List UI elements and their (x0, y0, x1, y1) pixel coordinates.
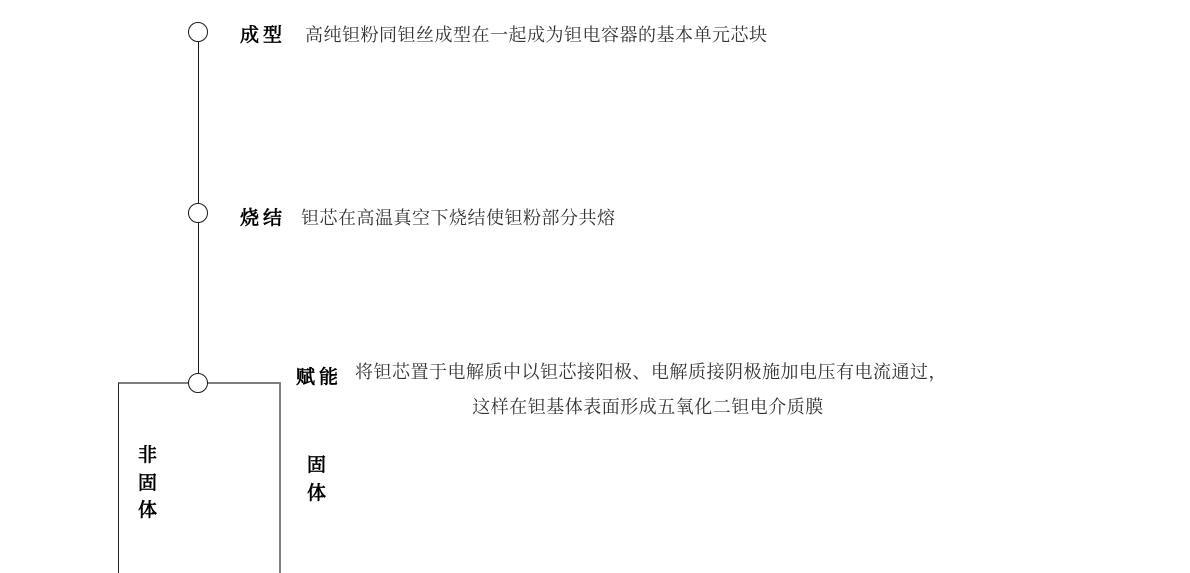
forming-node-circle (188, 22, 208, 42)
forming-step-label: 成型 (240, 25, 287, 46)
sintering-node-circle (188, 203, 208, 223)
sintering-step-label: 烧结 (240, 208, 287, 229)
anodizing-description-line2: 这样在钽基体表面形成五氧化二钽电介质膜 (472, 397, 824, 417)
non-solid-branch-label: 非固体 (138, 445, 158, 521)
forming-step-description: 高纯钽粉同钽丝成型在一起成为钽电容器的基本单元芯块 (305, 25, 768, 45)
anodizing-node-circle (188, 373, 208, 393)
anodizing-step-label: 赋能 (296, 367, 343, 388)
anodizing-step-description (355, 360, 947, 420)
anodizing-description-line1: 将钽芯置于电解质中以钽芯接阳极、电解质接阴极施加电压有电流通过， (355, 362, 947, 382)
sintering-step-description: 钽芯在高温真空下烧结使钽粉部分共熔 (301, 208, 616, 228)
solid-branch-label: 固体 (307, 455, 327, 504)
